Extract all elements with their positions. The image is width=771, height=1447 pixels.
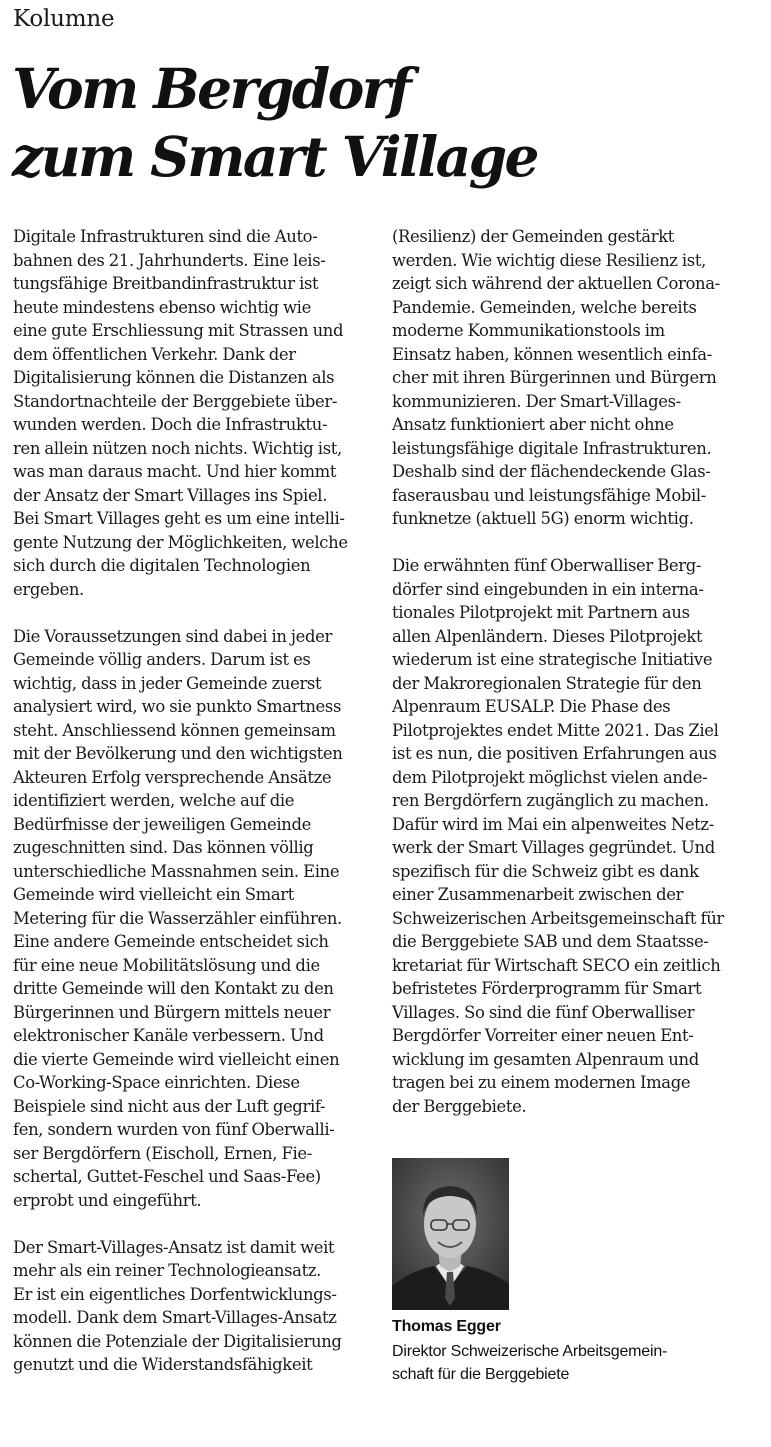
right-column-text-line: werk der Smart Villages gegründet. Und bbox=[392, 838, 715, 857]
right-column-text-line: Schweizerischen Arbeitsgemeinschaft für bbox=[392, 908, 724, 928]
left-column-text-line: fen, sondern wurden von fünf Oberwalli- bbox=[13, 1120, 335, 1139]
left-column-text-line: Gemeinde wird vielleicht ein Smart bbox=[13, 885, 294, 904]
left-column-text-line: ser Bergdörfern (Eischoll, Ernen, Fie- bbox=[13, 1143, 312, 1163]
right-column-text-line: Villages. So sind die fünf Oberwalliser bbox=[392, 1002, 695, 1022]
left-column-text-line: Akteuren Erfolg versprechende Ansätze bbox=[13, 767, 332, 787]
left-column-text-line: steht. Anschliessend können gemeinsam bbox=[13, 720, 336, 740]
right-column-text-line: Pilotprojektes endet Mitte 2021. Das Ziel bbox=[392, 720, 719, 740]
right-column-text-line: Deshalb sind der flächendeckende Glas- bbox=[392, 462, 711, 481]
left-column-text-line: Die Voraussetzungen sind dabei in jeder bbox=[13, 626, 332, 646]
right-column-text-line: Einsatz haben, können wesentlich einfa- bbox=[392, 344, 712, 364]
right-column-text-line: Pandemie. Gemeinden, welche bereits bbox=[392, 297, 697, 317]
left-column-text-line: Er ist ein eigentliches Dorfentwicklungs- bbox=[13, 1284, 337, 1304]
right-column-text-line: funknetze (aktuell 5G) enorm wichtig. bbox=[392, 509, 694, 528]
left-column-text-line: Bedürfnisse der jeweiligen Gemeinde bbox=[13, 814, 311, 834]
right-column-text-line: dörfer sind eingebunden in ein interna- bbox=[392, 579, 704, 599]
right-column-text-line: der Makroregionalen Strategie für den bbox=[392, 673, 702, 693]
left-column-text-line: sich durch die digitalen Technologien bbox=[13, 556, 311, 575]
left-column-text-line: Bürgerinnen und Bürgern mittels neuer bbox=[13, 1002, 331, 1022]
right-column-text-line: dem Pilotprojekt möglichst vielen ande- bbox=[392, 767, 708, 787]
author-role-line-2: schaft für die Berggebiete bbox=[392, 1366, 570, 1383]
left-column-text-line: genutzt und die Widerstandsfähigkeit bbox=[13, 1355, 313, 1374]
author-name: Thomas Egger bbox=[392, 1318, 501, 1335]
right-column-text-line: die Berggebiete SAB und dem Staatsse- bbox=[392, 932, 709, 951]
right-column-text-line: tragen bei zu einem modernen Image bbox=[392, 1073, 691, 1092]
article-title bbox=[12, 55, 752, 191]
left-column-text-line: Standortnachteile der Berggebiete über- bbox=[13, 391, 338, 411]
left-column-text-line: Der Smart-Villages-Ansatz ist damit weit bbox=[13, 1237, 335, 1257]
left-column-text-line: gente Nutzung der Möglichkeiten, welche bbox=[13, 532, 348, 552]
right-column-text-line: befristetes Förderprogramm für Smart bbox=[392, 979, 702, 998]
right-column-text-line: wiederum ist eine strategische Initiative bbox=[392, 650, 713, 669]
title-line-1: Vom Bergdorf bbox=[12, 56, 410, 121]
paragraph-gap bbox=[392, 531, 757, 555]
left-column-text-line: können die Potenziale der Digitalisierung bbox=[13, 1331, 342, 1351]
right-column-text-line: cher mit ihren Bürgerinnen und Bürgern bbox=[392, 368, 717, 387]
right-column-text-line: Alpenraum EUSALP. Die Phase des bbox=[392, 697, 671, 716]
right-column-text-line: (Resilienz) der Gemeinden gestärkt bbox=[392, 227, 675, 246]
right-column-text-line: leistungsfähige digitale Infrastrukturen. bbox=[392, 438, 712, 458]
right-column-text-line: Dafür wird im Mai ein alpenweites Netz- bbox=[392, 814, 714, 834]
right-column-text-line: Ansatz funktioniert aber nicht ohne bbox=[392, 415, 674, 434]
left-column-text-line: bahnen des 21. Jahrhunderts. Eine leis- bbox=[13, 250, 326, 270]
right-column-text-line: faserausbau und leistungsfähige Mobil- bbox=[392, 485, 706, 505]
left-column-text-line: wunden werden. Doch die Infrastruktu- bbox=[13, 415, 328, 434]
left-column-text-line: ergeben. bbox=[13, 579, 84, 599]
left-column-text-line: dem öffentlichen Verkehr. Dank der bbox=[13, 344, 296, 364]
left-column-text-line: schertal, Guttet-Feschel und Saas-Fee) bbox=[13, 1167, 321, 1186]
left-column-text-line: modell. Dank dem Smart-Villages-Ansatz bbox=[13, 1308, 337, 1327]
right-column-text-line: Die erwähnten fünf Oberwalliser Berg- bbox=[392, 556, 702, 575]
left-column-text-line: Eine andere Gemeinde entscheidet sich bbox=[13, 932, 329, 951]
right-column-text-line: Bergdörfer Vorreiter einer neuen Ent- bbox=[392, 1026, 694, 1045]
right-column-text-line: ren Bergdörfern zugänglich zu machen. bbox=[392, 791, 709, 810]
left-column-text-line: Bei Smart Villages geht es um eine intelli- bbox=[13, 509, 345, 528]
left-column-text-line: Co-Working-Space einrichten. Diese bbox=[13, 1073, 300, 1092]
left-column-text-line: was man daraus macht. Und hier kommt bbox=[13, 462, 337, 481]
left-column-text-line: dritte Gemeinde will den Kontakt zu den bbox=[13, 979, 334, 998]
right-column-text-line: wicklung im gesamten Alpenraum und bbox=[392, 1049, 699, 1069]
left-column-text-line: die vierte Gemeinde wird vielleicht einen bbox=[13, 1049, 340, 1069]
left-column-text-line: identifiziert werden, welche auf die bbox=[13, 791, 295, 810]
right-column-text-line: einer Zusammenarbeit zwischen der bbox=[392, 885, 684, 904]
left-column-text-line: mehr als ein reiner Technologieansatz. bbox=[13, 1261, 321, 1280]
right-column-text-line: moderne Kommunikationstools im bbox=[392, 321, 665, 340]
left-column-text-line: Digitale Infrastrukturen sind die Auto- bbox=[13, 227, 318, 246]
title-line-2: zum Smart Village bbox=[12, 124, 537, 189]
right-column-text-line: der Berggebiete. bbox=[392, 1096, 527, 1116]
right-column-text-line: kommunizieren. Der Smart-Villages- bbox=[392, 391, 681, 411]
right-column-text-line: zeigt sich während der aktuellen Corona- bbox=[392, 274, 720, 293]
left-column-text-line: der Ansatz der Smart Villages ins Spiel. bbox=[13, 485, 328, 505]
author-role bbox=[392, 1340, 752, 1386]
left-column-text-line: ren allein nützen noch nichts. Wichtig ist, bbox=[13, 438, 342, 458]
left-column-text-line: eine gute Erschliessung mit Strassen und bbox=[13, 321, 344, 340]
author-portrait bbox=[392, 1158, 509, 1310]
left-column-text-line: wichtig, dass in jeder Gemeinde zuerst bbox=[13, 673, 322, 693]
left-column-text-line: analysiert wird, wo sie punkto Smartness bbox=[13, 697, 342, 716]
left-column-text-line: Metering für die Wasserzähler einführen. bbox=[13, 908, 342, 928]
left-column-text-line: Beispiele sind nicht aus der Luft gegrif- bbox=[13, 1096, 326, 1116]
left-column-text-line: erprobt und eingeführt. bbox=[13, 1190, 202, 1210]
right-column-text-line: spezifisch für die Schweiz gibt es dank bbox=[392, 861, 699, 881]
right-column-text-line: ist es nun, die positiven Erfahrungen aus bbox=[392, 744, 717, 763]
paragraph-gap bbox=[13, 1212, 378, 1236]
paragraph-gap bbox=[13, 601, 378, 625]
right-column-text-line: werden. Wie wichtig diese Resilienz ist, bbox=[392, 250, 706, 270]
left-column-text-line: mit der Bevölkerung und den wichtigsten bbox=[13, 744, 343, 763]
author-role-line-1: Direktor Schweizerische Arbeitsgemein- bbox=[392, 1343, 668, 1360]
right-column-text-line: allen Alpenländern. Dieses Pilotprojekt bbox=[392, 626, 703, 646]
left-column-text-line: unterschiedliche Massnahmen sein. Eine bbox=[13, 861, 340, 881]
left-column-text-line: heute mindestens ebenso wichtig wie bbox=[13, 297, 311, 317]
left-column-text-line: elektronischer Kanäle verbessern. Und bbox=[13, 1026, 324, 1045]
left-column-text-line: tungsfähige Breitbandinfrastruktur ist bbox=[13, 274, 319, 293]
article-body-right-column bbox=[392, 225, 757, 1118]
author-photo-icon bbox=[392, 1158, 509, 1310]
left-column-text-line: Gemeinde völlig anders. Darum ist es bbox=[13, 650, 311, 669]
left-column-text-line: Digitalisierung können die Distanzen als bbox=[13, 368, 335, 387]
left-column-text-line: zugeschnitten sind. Das können völlig bbox=[13, 838, 314, 857]
left-column-text-line: für eine neue Mobilitätslösung und die bbox=[13, 955, 320, 975]
right-column-text-line: tionales Pilotprojekt mit Partnern aus bbox=[392, 603, 690, 622]
column-kicker: Kolumne bbox=[13, 6, 115, 32]
right-column-text-line: kretariat für Wirtschaft SECO ein zeitlich bbox=[392, 955, 721, 975]
article-body-left-column bbox=[13, 225, 378, 1377]
